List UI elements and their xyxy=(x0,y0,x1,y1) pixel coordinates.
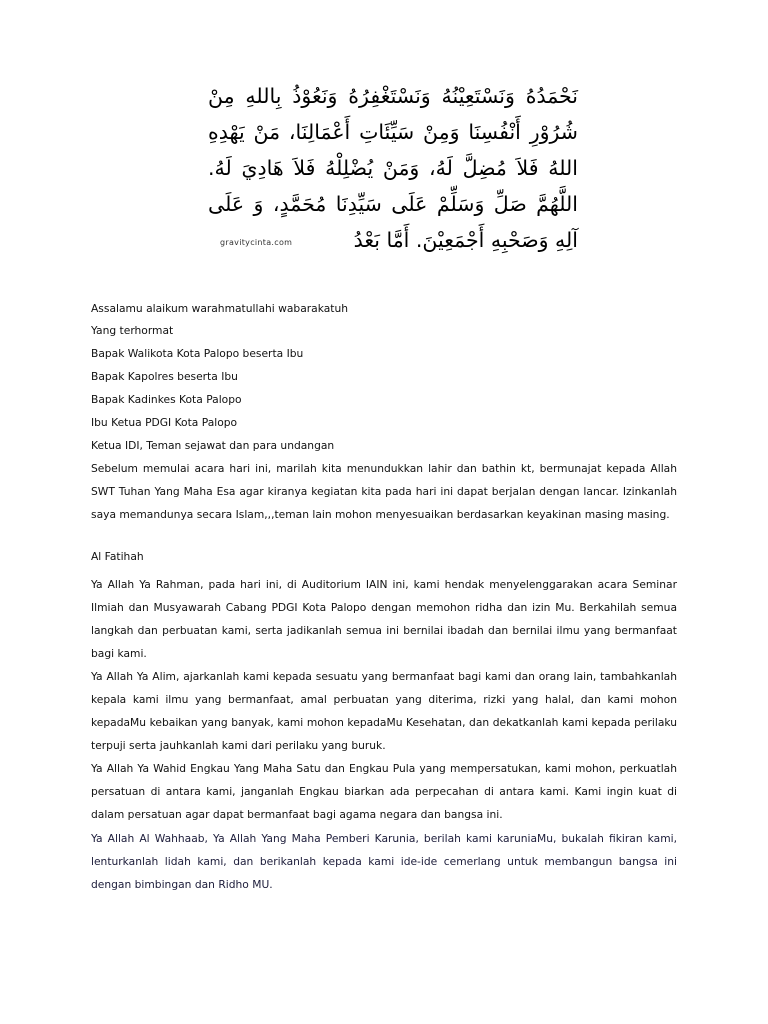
greeting-line: Bapak Kapolres beserta Ibu xyxy=(91,370,238,383)
arabic-line: نَحْمَدُهُ وَنَسْتَعِيْنُهُ وَنَسْتَغْفِرُهُ وَنَعُوْذُ بِاللهِ مِنْ xyxy=(208,84,578,108)
arabic-line: آلِهِ وَصَحْبِهِ أَجْمَعِيْنَ. أَمَّا بَعْدُ xyxy=(353,228,578,252)
arabic-line: شُرُوْرِ أَنْفُسِنَا وَمِنْ سَيِّئَاتِ أَعْمَالِنَا، مَنْ يَهْدِهِ xyxy=(208,120,578,144)
greeting-line: Ketua IDI, Teman sejawat dan para undangan xyxy=(91,439,335,452)
prayer-paragraph: Ya Allah Ya Alim, ajarkanlah kami kepada sesuatu yang bermanfaat bagi kami dan orang lain, tambahkanlah kepala kami ilmu yang bermanfaat, amal perbuatan yang diterima, rizki yang halal, dan kami mohon kepadaMu kebaikan yang banyak, kami mohon kepadaMu Kesehatan, dan dekatkanlah kami kepada perilaku terpuji serta jauhkanlah kami dari perilaku yang buruk. xyxy=(91,670,677,752)
greeting-line: Ibu Ketua PDGI Kota Palopo xyxy=(91,416,238,429)
fatihah-heading: Al Fatihah xyxy=(91,550,144,563)
greeting-line: Yang terhormat xyxy=(91,324,174,337)
watermark: gravitycinta.com xyxy=(220,238,293,247)
greeting-line: Bapak Walikota Kota Palopo beserta Ibu xyxy=(91,347,304,360)
greeting-line: Bapak Kadinkes Kota Palopo xyxy=(91,393,242,406)
opening-paragraph: Sebelum memulai acara hari ini, marilah kita menundukkan lahir dan bathin kt, bermunajat kepada Allah SWT Tuhan Yang Maha Esa agar kiranya kegiatan kita pada hari ini dapat berjalan dengan lancar. Izinkanlah saya memandunya secara Islam,,,teman lain mohon menyesuaikan berdasarkan keyakinan masing masing. xyxy=(91,462,677,521)
arabic-line: اللهُ فَلاَ مُضِلَّ لَهُ، وَمَنْ يُضْلِلْهُ فَلاَ هَادِيَ لَهُ. xyxy=(208,156,578,180)
arabic-opening-image xyxy=(208,72,582,258)
prayer-paragraph: Ya Allah Ya Rahman, pada hari ini, di Auditorium IAIN ini, kami hendak menyelenggarakan acara Seminar Ilmiah dan Musyawarah Cabang PDGI Kota Palopo dengan memohon ridha dan izin Mu. Berkahilah semua langkah dan perbuatan kami, serta jadikanlah semua ini bernilai ibadah dan bernilai ilmu yang bermanfaat bagi kami. xyxy=(91,578,677,660)
arabic-line: اللَّهُمَّ صَلِّ وَسَلِّمْ عَلَى سَيِّدِنَا مُحَمَّدٍ، وَ عَلَى xyxy=(208,192,578,216)
greeting-line: Assalamu alaikum warahmatullahi wabarakatuh xyxy=(91,302,348,315)
prayer-paragraph: Ya Allah Ya Wahid Engkau Yang Maha Satu dan Engkau Pula yang mempersatukan, kami mohon, perkuatlah persatuan di antara kami, janganlah Engkau biarkan ada perpecahan di antara kami. Kami ingin kuat di dalam persatuan agar dapat bermanfaat bagi agama negara dan bangsa ini. xyxy=(91,762,677,821)
prayer-paragraph: Ya Allah Al Wahhaab, Ya Allah Yang Maha Pemberi Karunia, berilah kami karuniaMu, bukalah fikiran kami, lenturkanlah lidah kami, dan berikanlah kepada kami ide-ide cemerlang untuk membangun bangsa ini dengan bimbingan dan Ridho MU. xyxy=(91,832,677,891)
